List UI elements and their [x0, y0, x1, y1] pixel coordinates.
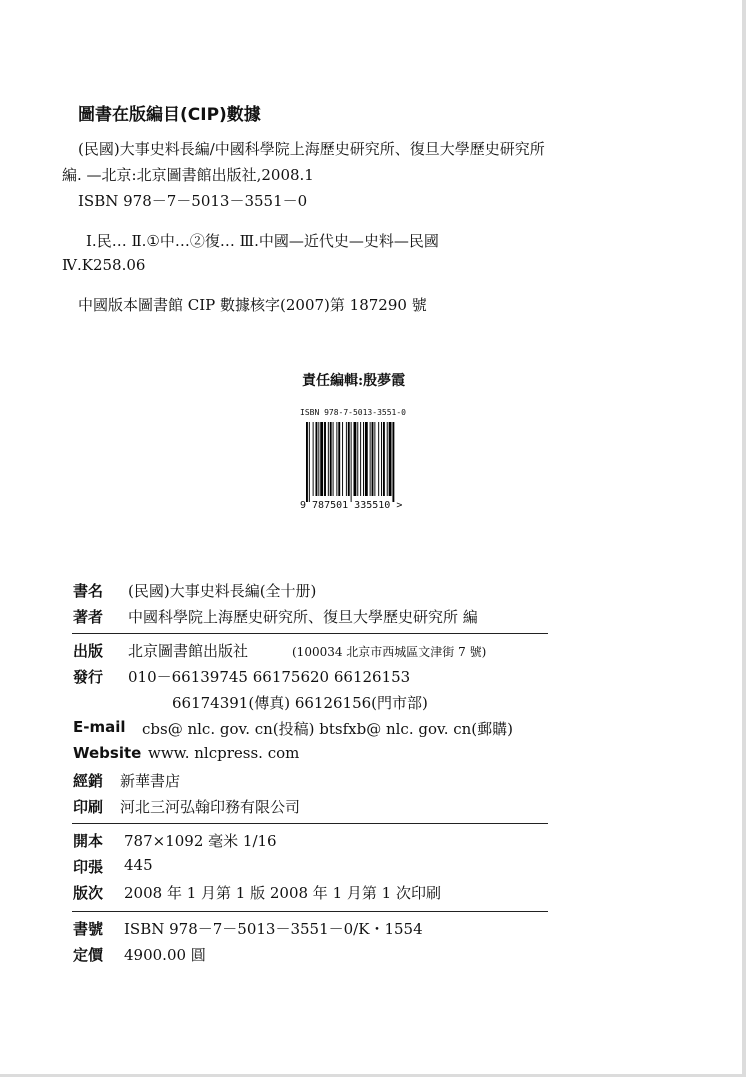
page-edge-right — [742, 0, 746, 1077]
cip-record: 中國版本圖書館 CIP 數據核字(2007)第 187290 號 — [78, 296, 427, 314]
barcode-bar — [328, 422, 329, 496]
divider-3 — [72, 911, 548, 912]
barcode-bar — [333, 422, 334, 496]
distribution-line-2: 66174391(傳真) 66126156(門市部) — [172, 694, 428, 712]
book-number-value: ISBN 978－7－5013－3551－0/K・1554 — [124, 920, 423, 938]
book-number-label: 書號 — [73, 920, 104, 938]
barcode-bar — [313, 422, 314, 496]
book-title-value: (民國)大事史料長編(全十册) — [128, 582, 317, 600]
printer-label: 印刷 — [73, 798, 104, 816]
format-value: 787×1092 毫米 1/16 — [124, 832, 277, 850]
edition-value: 2008 年 1 月第 1 版 2008 年 1 月第 1 次印刷 — [124, 884, 441, 902]
barcode — [300, 408, 430, 518]
barcode-bar — [363, 422, 364, 496]
authors-value: 中國科學院上海歷史研究所、復旦大學歷史研究所 編 — [128, 608, 478, 626]
dealer-label: 經銷 — [73, 772, 104, 790]
barcode-bar — [357, 422, 358, 496]
divider-2 — [72, 823, 548, 824]
divider-1 — [72, 633, 548, 634]
barcode-bar — [365, 422, 368, 496]
email-value: cbs@ nlc. gov. cn(投稿) btsfxb@ nlc. gov. cn(郵購) — [142, 720, 513, 738]
barcode-bar — [387, 422, 388, 496]
barcode-bar — [381, 422, 382, 496]
price-label: 定價 — [73, 946, 104, 964]
website-value: www. nlcpress. com — [148, 744, 300, 762]
barcode-bar — [378, 422, 379, 496]
barcode-bar — [342, 422, 343, 496]
email-label: E-mail — [73, 718, 126, 736]
format-label: 開本 — [73, 832, 104, 850]
barcode-digits: 9 787501 335510 > — [300, 500, 403, 511]
publisher-address: (100034 北京市西城區文津街 7 號) — [292, 645, 487, 659]
barcode-bar — [389, 422, 392, 496]
barcode-bar — [348, 422, 350, 496]
cip-line-1: (民國)大事史料長編/中國科學院上海歷史研究所、復旦大學歷史研究所 — [78, 140, 545, 158]
barcode-bar — [318, 422, 319, 496]
website-label: Website — [73, 744, 142, 762]
barcode-bar — [392, 422, 394, 502]
barcode-bar — [370, 422, 371, 496]
price-value: 4900.00 圓 — [124, 946, 206, 964]
barcode-bar — [360, 422, 361, 496]
barcode-bars — [306, 422, 418, 502]
barcode-bar — [324, 422, 326, 496]
barcode-bar — [354, 422, 357, 496]
cip-line-2: 編. —北京:北京圖書館出版社,2008.1 — [62, 166, 314, 184]
cip-class-number: Ⅳ.K258.06 — [62, 256, 146, 274]
publisher-label: 出版 — [73, 642, 104, 660]
cip-title: 圖書在版編目(CIP)數據 — [78, 105, 261, 125]
barcode-bar — [309, 422, 310, 502]
barcode-bar — [316, 422, 318, 496]
sheets-label: 印張 — [73, 858, 104, 876]
distribution-label: 發行 — [73, 668, 104, 686]
barcode-bar — [330, 422, 332, 496]
edition-label: 版次 — [73, 884, 104, 902]
barcode-bar — [346, 422, 347, 496]
sheets-value: 445 — [124, 856, 153, 874]
book-title-label: 書名 — [73, 582, 104, 600]
responsible-editor: 責任編輯:殷夢霞 — [302, 373, 406, 389]
barcode-bar — [336, 422, 337, 496]
barcode-bar — [306, 422, 308, 502]
publisher-value: 北京圖書館出版社 — [128, 642, 249, 660]
barcode-isbn-text: ISBN 978-7-5013-3551-0 — [300, 408, 406, 417]
barcode-bar — [338, 422, 340, 496]
printer-value: 河北三河弘翰印務有限公司 — [120, 798, 301, 816]
barcode-bar — [351, 422, 352, 502]
barcode-bar — [320, 422, 323, 496]
distribution-line-1: 010－66139745 66175620 66126153 — [128, 668, 411, 686]
cip-isbn: ISBN 978－7－5013－3551－0 — [78, 192, 308, 210]
barcode-bar — [374, 422, 375, 496]
barcode-bar — [372, 422, 374, 496]
authors-label: 著者 — [73, 608, 104, 626]
dealer-value: 新華書店 — [120, 772, 181, 790]
cip-classification: Ⅰ.民… Ⅱ.①中…②復… Ⅲ.中國—近代史—史料—民國 — [86, 232, 439, 250]
barcode-bar — [383, 422, 385, 496]
